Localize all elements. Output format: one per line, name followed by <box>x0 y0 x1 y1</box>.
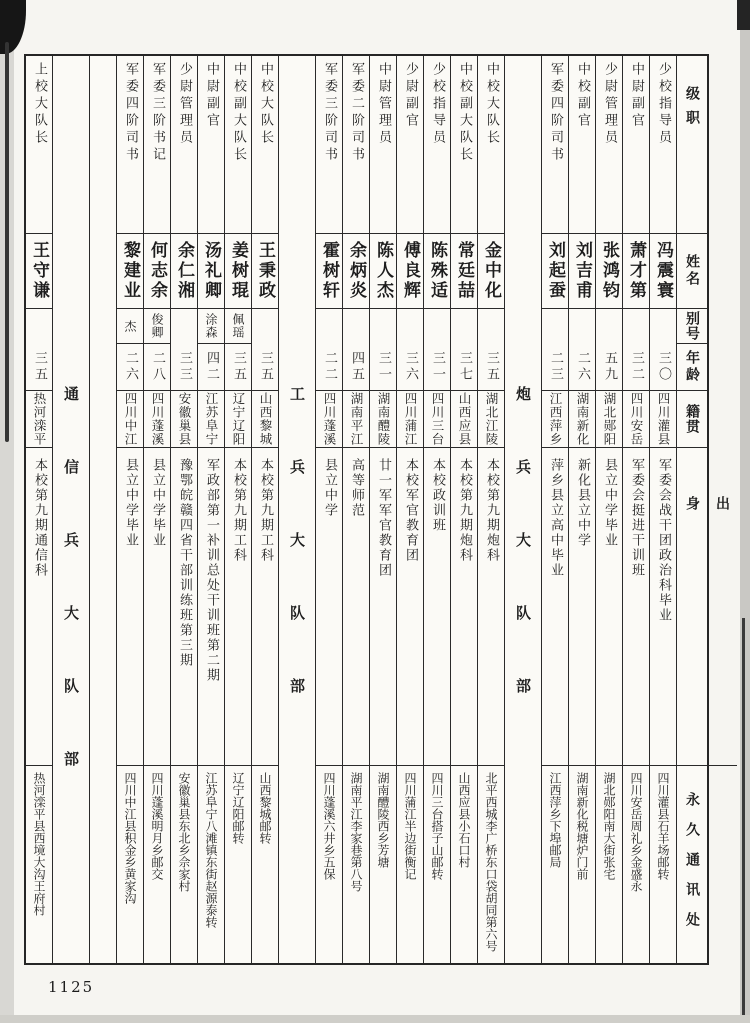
age-cell: 二三 <box>542 344 568 391</box>
age-cell: 五九 <box>596 344 622 391</box>
section-column-engineer <box>278 56 315 963</box>
origin-cell: 本校第九期通信科 <box>26 448 52 766</box>
name-cell: 萧才第 <box>623 234 649 309</box>
origin-cell: 廿一军军官教育团 <box>370 448 396 766</box>
section-title: 炮兵大队部 <box>514 386 532 751</box>
page-number: 1125 <box>48 978 95 996</box>
rank-cell: 中尉副官 <box>623 56 649 234</box>
name-cell: 余仁湘 <box>171 234 197 309</box>
rank-cell: 少尉管理员 <box>171 56 197 234</box>
native-cell: 湖南平江 <box>343 391 369 448</box>
origin-cell: 本校军官教育团 <box>397 448 423 766</box>
record-column <box>143 56 170 963</box>
name-cell: 张鸿钧 <box>596 234 622 309</box>
rank-cell: 中校副官 <box>569 56 595 234</box>
address-cell: 山西黎城邮转 <box>258 772 272 844</box>
age-cell: 三五 <box>225 344 251 391</box>
address-cell: 湖南平江李家巷第八号 <box>349 772 363 892</box>
record-column <box>369 56 396 963</box>
scan-artifact-bottom-shade <box>0 1015 750 1023</box>
age-cell: 二六 <box>117 344 143 391</box>
empty-record-column <box>89 56 116 963</box>
age-cell: 三七 <box>451 344 477 391</box>
record-column <box>315 56 342 963</box>
rank-cell: 中校大队长 <box>252 56 278 234</box>
header-alias: 别号 <box>677 309 707 344</box>
age-cell: 三五 <box>478 344 504 391</box>
address-cell: 四川三台搭子山邮转 <box>430 772 444 880</box>
native-cell: 山西黎城 <box>252 391 278 448</box>
rank-cell: 少尉管理员 <box>596 56 622 234</box>
address-cell: 热河滦平县西境大沟王府村 <box>32 772 46 916</box>
alias-cell: 俊卿 <box>144 309 170 344</box>
address-cell: 山西应县小石口村 <box>457 772 471 868</box>
name-cell: 陈殊适 <box>424 234 450 309</box>
header-native: 籍贯 <box>677 391 707 448</box>
origin-cell: 本校第九期工科 <box>252 448 278 766</box>
name-cell: 常廷喆 <box>451 234 477 309</box>
header-rank: 级职 <box>677 56 707 234</box>
record-column <box>342 56 369 963</box>
native-cell: 江西萍乡 <box>542 391 568 448</box>
origin-cell: 本校第九期炮科 <box>478 448 504 766</box>
age-cell: 四二 <box>198 344 224 391</box>
record-column <box>450 56 477 963</box>
name-cell: 傅良辉 <box>397 234 423 309</box>
age-cell: 二八 <box>144 344 170 391</box>
native-cell: 江苏阜宁 <box>198 391 224 448</box>
age-cell: 三五 <box>252 344 278 391</box>
address-cell: 安徽巢县东北乡佘家村 <box>177 772 191 892</box>
origin-cell: 新化县立中学 <box>569 448 595 766</box>
section-column-signal <box>52 56 89 963</box>
rank-cell: 军委二阶司书 <box>343 56 369 234</box>
header-name: 姓名 <box>677 234 707 309</box>
record-column <box>170 56 197 963</box>
native-cell: 安徽巢县 <box>171 391 197 448</box>
rank-cell: 少校指导员 <box>424 56 450 234</box>
native-cell: 湖南新化 <box>569 391 595 448</box>
origin-cell: 县立中学毕业 <box>144 448 170 766</box>
record-column <box>477 56 504 963</box>
rank-cell: 少尉副官 <box>397 56 423 234</box>
origin-cell: 县立中学毕业 <box>596 448 622 766</box>
native-cell: 四川三台 <box>424 391 450 448</box>
address-cell: 四川蓬溪明月乡邮交 <box>150 772 164 880</box>
name-cell: 刘起蚕 <box>542 234 568 309</box>
scan-artifact-top-right <box>737 0 750 30</box>
native-cell: 四川中江 <box>117 391 143 448</box>
address-cell: 辽宁辽阳邮转 <box>231 772 245 844</box>
address-cell: 北平西城李广桥东口袋胡同第六号 <box>484 772 498 952</box>
origin-cell: 本校第九期炮科 <box>451 448 477 766</box>
section-title: 通信兵大队部 <box>62 386 80 824</box>
section-column-artillery <box>504 56 541 963</box>
origin-cell: 本校政训班 <box>424 448 450 766</box>
origin-cell: 县立中学毕业 <box>117 448 143 766</box>
origin-cell: 军委会战干团政治科毕业 <box>650 448 676 766</box>
address-cell: 湖南新化税塘炉门前 <box>575 772 589 880</box>
address-cell: 四川蓬溪六井乡五保 <box>322 772 336 880</box>
record-column <box>622 56 649 963</box>
name-cell: 霍树轩 <box>316 234 342 309</box>
scan-artifact-left-line <box>5 42 9 442</box>
origin-cell: 本校第九期工科 <box>225 448 251 766</box>
scan-artifact-right-line <box>742 618 745 1023</box>
age-cell: 三〇 <box>650 344 676 391</box>
address-cell: 湖南醴陵西乡芳塘 <box>376 772 390 868</box>
origin-cell: 县立中学 <box>316 448 342 766</box>
rank-cell: 中尉副官 <box>198 56 224 234</box>
record-column <box>423 56 450 963</box>
alias-cell: 涂森 <box>198 309 224 344</box>
address-cell: 四川蒲江半边街衡记 <box>403 772 417 880</box>
record-column <box>197 56 224 963</box>
record-column <box>251 56 278 963</box>
rank-cell: 军委四阶司书 <box>542 56 568 234</box>
rank-cell: 中尉管理员 <box>370 56 396 234</box>
origin-cell: 豫鄂皖赣四省干部训练班第三期 <box>171 448 197 766</box>
rank-cell: 军委四阶司书 <box>117 56 143 234</box>
address-cell: 四川中江县积金乡黄家沟 <box>123 772 137 904</box>
origin-cell: 萍乡县立高中毕业 <box>542 448 568 766</box>
address-cell: 湖北郧阳南大街张宅 <box>602 772 616 880</box>
record-column <box>568 56 595 963</box>
name-cell: 黎建业 <box>117 234 143 309</box>
native-cell: 四川安岳 <box>623 391 649 448</box>
native-cell: 山西应县 <box>451 391 477 448</box>
age-cell: 二二 <box>316 344 342 391</box>
record-column <box>541 56 568 963</box>
native-cell: 辽宁辽阳 <box>225 391 251 448</box>
origin-cell: 高等师范 <box>343 448 369 766</box>
native-cell: 四川蓬溪 <box>316 391 342 448</box>
roster-table <box>24 54 730 965</box>
age-cell: 四五 <box>343 344 369 391</box>
rank-cell: 中校副大队长 <box>225 56 251 234</box>
native-cell: 湖南醴陵 <box>370 391 396 448</box>
native-cell: 四川蒲江 <box>397 391 423 448</box>
scan-artifact-corner <box>0 0 26 54</box>
record-column <box>224 56 251 963</box>
rank-cell: 军委三阶司书 <box>316 56 342 234</box>
record-column <box>649 56 676 963</box>
age-cell: 三一 <box>424 344 450 391</box>
native-cell: 四川灌县 <box>650 391 676 448</box>
address-cell: 四川安岳周礼乡金盛永 <box>629 772 643 892</box>
record-column <box>26 56 52 963</box>
address-cell: 江苏阜宁八滩镇东街赵源泰转 <box>204 772 218 928</box>
age-cell: 三一 <box>370 344 396 391</box>
section-title: 工兵大队部 <box>288 386 306 751</box>
name-cell: 姜树琨 <box>225 234 251 309</box>
record-column <box>396 56 423 963</box>
name-cell: 刘吉甫 <box>569 234 595 309</box>
age-cell: 三二 <box>623 344 649 391</box>
age-cell: 三三 <box>171 344 197 391</box>
native-cell: 湖北郧阳 <box>596 391 622 448</box>
name-cell: 金中化 <box>478 234 504 309</box>
name-cell: 冯震寰 <box>650 234 676 309</box>
origin-cell: 军委会挺进干训班 <box>623 448 649 766</box>
header-address: 永久通讯处 <box>684 792 700 942</box>
name-cell: 余炳炎 <box>343 234 369 309</box>
name-cell: 王守谦 <box>26 234 52 309</box>
rank-cell: 中校大队长 <box>478 56 504 234</box>
name-cell: 何志余 <box>144 234 170 309</box>
native-cell: 四川蓬溪 <box>144 391 170 448</box>
address-cell: 四川灌县石羊场邮转 <box>656 772 670 880</box>
age-cell: 二六 <box>569 344 595 391</box>
rank-cell: 军委三阶书记 <box>144 56 170 234</box>
record-column <box>116 56 143 963</box>
alias-cell: 杰 <box>117 309 143 344</box>
header-age: 年龄 <box>677 344 707 391</box>
header-column <box>676 56 730 963</box>
native-cell: 热河滦平 <box>26 391 52 448</box>
age-cell: 三六 <box>397 344 423 391</box>
name-cell: 王秉政 <box>252 234 278 309</box>
header-origin: 出身 <box>677 448 737 766</box>
name-cell: 汤礼卿 <box>198 234 224 309</box>
origin-cell: 军政部第一补训总处干训班第二期 <box>198 448 224 766</box>
age-cell: 三五 <box>26 344 52 391</box>
address-cell: 江西萍乡下埠邮局 <box>548 772 562 868</box>
rank-cell: 上校大队长 <box>26 56 52 234</box>
rank-cell: 中校副大队长 <box>451 56 477 234</box>
record-column <box>595 56 622 963</box>
alias-cell: 佩瑶 <box>225 309 251 344</box>
name-cell: 陈人杰 <box>370 234 396 309</box>
rank-cell: 少校指导员 <box>650 56 676 234</box>
native-cell: 湖北江陵 <box>478 391 504 448</box>
